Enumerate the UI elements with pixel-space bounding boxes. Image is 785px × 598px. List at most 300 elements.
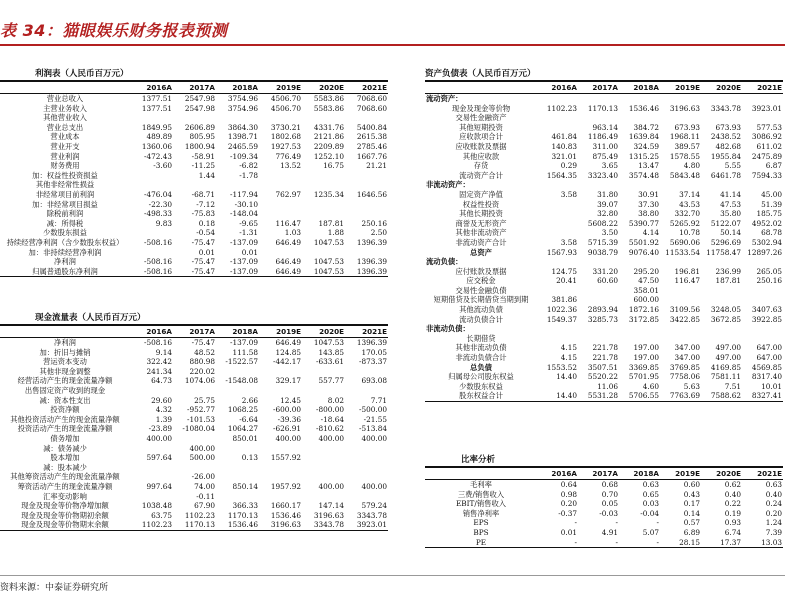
value-cell: -75.47 [173, 267, 216, 277]
value-cell: 0.43 [683, 489, 700, 499]
value-cell: 0.98 [560, 489, 577, 499]
value-cell [302, 386, 345, 396]
year-header: 2018A [216, 325, 259, 338]
table-row [425, 490, 783, 500]
value-cell [130, 248, 173, 258]
value-cell: 7.39 [765, 527, 782, 537]
value-cell: 1377.51 [141, 103, 172, 113]
value-cell: 1549.37 [546, 314, 577, 324]
value-cell [302, 444, 345, 454]
value-cell: 8.02 [327, 395, 344, 405]
value-cell [537, 180, 578, 190]
value-cell: 1955.84 [710, 151, 741, 161]
value-cell [302, 472, 345, 482]
value-cell: 1186.49 [587, 132, 618, 142]
table-row [425, 334, 783, 344]
value-cell: 2893.94 [587, 305, 618, 315]
value-cell: 10.78 [679, 228, 700, 238]
row-label: 减：股本减少 [43, 462, 87, 472]
value-cell: 3196.63 [669, 103, 700, 113]
value-cell: 1396.39 [345, 267, 388, 277]
value-cell: 4952.02 [751, 218, 782, 228]
table-row [425, 372, 783, 382]
value-cell [660, 180, 701, 190]
value-cell: 9076.40 [628, 247, 659, 257]
table-row [0, 123, 388, 133]
value-cell: 673.93 [674, 122, 700, 132]
table-row [0, 405, 388, 415]
value-cell [216, 113, 259, 123]
value-cell: 250.16 [361, 218, 387, 228]
value-cell: 4.91 [601, 527, 618, 537]
value-cell [701, 324, 742, 334]
row-label: 主营业务收入 [43, 103, 87, 113]
value-cell: 5520.22 [587, 372, 618, 382]
value-cell [130, 472, 173, 482]
table-row [425, 480, 783, 490]
table-row [425, 267, 783, 277]
value-cell: 4.32 [155, 405, 172, 415]
value-cell: 1170.13 [227, 510, 258, 520]
value-cell [578, 286, 619, 296]
value-cell [216, 444, 259, 454]
value-cell: 221.78 [592, 353, 618, 363]
row-label: 营业总支出 [46, 122, 84, 132]
value-cell: 3285.73 [587, 314, 618, 324]
row-label: 非流动资产合计 [455, 237, 507, 247]
row-label: 投资活动产生的现金流量净额 [17, 424, 113, 434]
table-row [0, 267, 388, 277]
value-cell: 5701.95 [628, 372, 659, 382]
row-label: 流动负债： [426, 257, 463, 267]
value-cell: 963.14 [592, 122, 618, 132]
value-cell [302, 209, 345, 219]
table-row [425, 499, 783, 509]
value-cell: 7763.69 [660, 391, 701, 401]
value-cell: 35.80 [720, 209, 741, 219]
row-label: 净利润 [54, 257, 76, 267]
value-cell: 0.65 [642, 489, 659, 499]
value-cell: 0.14 [683, 508, 700, 518]
value-cell: 9038.79 [587, 247, 618, 257]
value-cell: 880.98 [189, 357, 215, 367]
value-cell: 461.84 [551, 132, 577, 142]
value-cell: 4506.70 [270, 103, 301, 113]
value-cell: 13.03 [742, 538, 783, 548]
year-header: 2018A [619, 81, 660, 94]
value-cell: 647.00 [756, 353, 782, 363]
value-cell: 347.00 [674, 343, 700, 353]
value-cell: 1802.68 [270, 132, 301, 142]
value-cell [578, 257, 619, 267]
value-cell [537, 113, 578, 123]
value-cell: 850.14 [232, 481, 258, 491]
value-cell [660, 286, 701, 296]
value-cell: 1252.10 [313, 151, 344, 161]
value-cell: 0.70 [601, 489, 618, 499]
table-row [0, 444, 388, 454]
header-label-cell [425, 81, 537, 94]
value-cell: 197.00 [633, 343, 659, 353]
value-cell: 32.80 [597, 209, 618, 219]
table-row [0, 209, 388, 219]
value-cell: 3369.85 [628, 362, 659, 372]
row-label: 归属普通股东净利润 [0, 267, 130, 277]
value-cell [259, 367, 302, 377]
value-cell: 2606.89 [184, 122, 215, 132]
value-cell: 28.15 [660, 538, 701, 548]
row-label: 归属母公司股东权益 [448, 372, 514, 382]
value-cell: 7581.11 [710, 372, 741, 382]
value-cell [537, 382, 578, 392]
table-row [425, 142, 783, 152]
value-cell: - [615, 518, 618, 528]
value-cell [742, 295, 783, 305]
value-cell: 805.95 [189, 132, 215, 142]
year-header: 2020E [302, 325, 345, 338]
value-cell: 2475.89 [751, 151, 782, 161]
value-cell: -6.82 [239, 161, 258, 171]
row-label: 长期借贷 [466, 333, 496, 343]
value-cell [130, 171, 173, 181]
value-cell [660, 94, 701, 104]
value-cell: 0.64 [560, 480, 577, 489]
value-cell: 2547.98 [184, 103, 215, 113]
value-cell: 10.01 [761, 381, 782, 391]
value-cell: 4.15 [560, 343, 577, 353]
value-cell [701, 286, 742, 296]
value-cell [302, 492, 345, 502]
value-cell [619, 113, 660, 123]
value-cell: 1038.48 [141, 501, 172, 511]
ratio-analysis-panel [425, 454, 783, 548]
table-row [0, 152, 388, 162]
row-label: 商誉及无形资产 [455, 218, 507, 228]
table-row [0, 257, 388, 267]
value-cell: -508.16 [144, 257, 172, 267]
value-cell: 17.37 [701, 538, 742, 548]
value-cell: 1567.93 [546, 247, 577, 257]
value-cell [578, 334, 619, 344]
table-row [0, 104, 388, 114]
table-row [425, 209, 783, 219]
value-cell: 497.00 [715, 353, 741, 363]
value-cell [173, 434, 216, 444]
value-cell: 647.00 [756, 343, 782, 353]
value-cell: 3.58 [560, 237, 577, 247]
row-label: 持续经营净利润（含少数股东权益） [6, 237, 124, 247]
value-cell: 1.88 [327, 228, 344, 238]
row-label: 其他非流动资产 [455, 228, 507, 238]
value-cell [701, 334, 742, 344]
value-cell: 116.47 [674, 276, 700, 286]
value-cell: 577.53 [756, 122, 782, 132]
value-cell: -476.04 [144, 189, 172, 199]
header-label-cell [0, 81, 130, 94]
value-cell: 1667.76 [356, 151, 387, 161]
value-cell: 4169.85 [710, 362, 741, 372]
row-label: 除税前利润 [46, 209, 84, 219]
value-cell: 1.44 [198, 170, 215, 180]
value-cell: 0.29 [560, 161, 577, 171]
value-cell: -952.77 [187, 405, 215, 415]
value-cell: 8327.41 [742, 391, 783, 401]
value-cell: 37.30 [638, 199, 659, 209]
value-cell: 13.47 [638, 161, 659, 171]
value-cell: 0.01 [241, 247, 258, 257]
value-cell: 0.60 [683, 480, 700, 489]
value-cell [130, 180, 173, 190]
row-label: 应交税金 [466, 276, 496, 286]
value-cell: 2615.38 [356, 132, 387, 142]
value-cell [259, 209, 302, 219]
value-cell: 124.75 [551, 266, 577, 276]
value-cell [345, 180, 388, 190]
table-row [0, 161, 388, 171]
value-cell: 2.66 [241, 395, 258, 405]
value-cell: 4.14 [642, 228, 659, 238]
row-label: 减：所得税 [46, 218, 84, 228]
value-cell: 1170.13 [587, 103, 618, 113]
value-cell: 6.74 [724, 527, 741, 537]
value-cell [216, 180, 259, 190]
value-cell [345, 200, 388, 210]
value-cell [619, 324, 660, 334]
value-cell: 1360.06 [141, 141, 172, 151]
value-cell: 8317.40 [751, 372, 782, 382]
value-cell: 579.24 [361, 501, 387, 511]
value-cell: 3.58 [560, 189, 577, 199]
value-cell: 400.00 [318, 433, 344, 443]
value-cell: 693.08 [361, 376, 387, 386]
value-cell: 4331.76 [313, 122, 344, 132]
value-cell: 116.47 [275, 218, 301, 228]
value-cell: 170.05 [361, 347, 387, 357]
row-label: 固定资产净值 [459, 189, 503, 199]
value-cell: 0.13 [241, 453, 258, 463]
value-cell: 9.14 [155, 347, 172, 357]
value-cell: -148.04 [230, 209, 258, 219]
value-cell: 3769.85 [669, 362, 700, 372]
year-header: 2016A [130, 81, 173, 94]
value-cell: 3109.56 [669, 305, 700, 315]
table-row [425, 353, 783, 363]
value-cell: 43.53 [679, 199, 700, 209]
value-cell: -508.16 [130, 267, 173, 277]
value-cell: 7068.60 [356, 103, 387, 113]
value-cell: 2438.52 [710, 132, 741, 142]
row-label: 营业利润 [50, 151, 80, 161]
value-cell: 2547.98 [184, 94, 215, 103]
value-cell: 646.49 [275, 338, 301, 347]
value-cell [742, 324, 783, 334]
value-cell: 358.01 [633, 285, 659, 295]
value-cell [259, 113, 302, 123]
value-cell: 6.87 [765, 161, 782, 171]
table-row [0, 482, 388, 492]
value-cell: 5400.84 [356, 122, 387, 132]
value-cell: 1968.11 [669, 132, 700, 142]
value-cell: 265.05 [756, 266, 782, 276]
value-cell [130, 463, 173, 473]
value-cell [345, 113, 388, 123]
value-cell: 0.63 [765, 480, 782, 489]
value-cell: 5706.55 [619, 391, 660, 401]
value-cell [345, 386, 388, 396]
value-cell [216, 386, 259, 396]
page-title: 表 34：猫眼娱乐财务报表预测 [0, 21, 228, 40]
value-cell [259, 248, 302, 258]
year-header: 2020E [302, 81, 345, 94]
value-cell: 1047.53 [313, 338, 344, 347]
value-cell: 1396.39 [356, 237, 387, 247]
value-cell: 21.21 [366, 161, 387, 171]
value-cell: 332.70 [674, 209, 700, 219]
value-cell: 68.78 [761, 228, 782, 238]
value-cell: -75.83 [191, 209, 215, 219]
value-cell: 600.00 [633, 295, 659, 305]
value-cell: 25.75 [194, 395, 215, 405]
value-cell: 5265.92 [669, 218, 700, 228]
value-cell: -873.37 [359, 357, 387, 367]
value-cell: -0.04 [640, 508, 659, 518]
value-cell [173, 463, 216, 473]
value-cell: 1047.53 [313, 237, 344, 247]
table-row [0, 238, 388, 248]
value-cell [216, 367, 259, 377]
value-cell: -75.47 [191, 338, 215, 347]
value-cell: 37.14 [679, 189, 700, 199]
value-cell [619, 257, 660, 267]
value-cell: 4.80 [683, 161, 700, 171]
value-cell: 3754.96 [227, 103, 258, 113]
row-label: 总负债 [470, 362, 492, 372]
value-cell: 5531.28 [578, 391, 619, 401]
value-cell: 673.93 [715, 122, 741, 132]
value-cell: 366.33 [232, 501, 258, 511]
value-cell: 20.41 [556, 276, 577, 286]
table-row [425, 228, 783, 238]
value-cell: 3196.63 [259, 520, 302, 530]
table-row [425, 257, 783, 267]
table-row [0, 200, 388, 210]
value-cell: 4506.70 [270, 94, 301, 103]
value-cell: 5843.48 [669, 170, 700, 180]
value-cell: 1396.39 [356, 257, 387, 267]
row-label: 现金及现金等价物期初余额 [21, 510, 109, 520]
source-divider [0, 575, 785, 576]
value-cell: - [619, 538, 660, 548]
row-label: 出售固定资产收到的现金 [24, 385, 106, 395]
table-row [0, 94, 388, 104]
cashflow-statement-heading: 现金流量表（人民币百万元） [35, 313, 146, 323]
row-label: 少数股东权益 [459, 381, 503, 391]
ratio-analysis-heading: 比率分析 [461, 455, 496, 465]
value-cell: -6.64 [239, 414, 258, 424]
table-row [0, 228, 388, 238]
value-cell: -498.33 [144, 209, 172, 219]
table-row [425, 171, 783, 181]
row-label: 其他长期投资 [459, 209, 503, 219]
table-row [425, 180, 783, 190]
value-cell: 3343.78 [302, 520, 345, 530]
value-cell [742, 286, 783, 296]
value-cell: 1578.55 [669, 151, 700, 161]
value-cell: 400.00 [146, 433, 172, 443]
value-cell [345, 367, 388, 377]
table-row [0, 453, 388, 463]
value-cell: -137.09 [216, 267, 259, 277]
value-cell: 64.73 [151, 376, 172, 386]
value-cell [302, 248, 345, 258]
value-cell: 0.63 [642, 480, 659, 489]
value-cell: 1074.06 [184, 376, 215, 386]
value-cell [259, 472, 302, 482]
table-row [425, 132, 783, 142]
value-cell [537, 286, 578, 296]
value-cell: 0.01 [560, 527, 577, 537]
value-cell [130, 113, 173, 123]
value-cell: 3.65 [601, 161, 618, 171]
value-cell: -58.91 [191, 151, 215, 161]
value-cell: 6.89 [683, 527, 700, 537]
value-cell: 557.77 [318, 376, 344, 386]
value-cell: 2785.46 [356, 141, 387, 151]
value-cell [660, 334, 701, 344]
row-label: 流动负债合计 [459, 314, 503, 324]
value-cell: 3407.63 [751, 305, 782, 315]
value-cell: 776.49 [275, 151, 301, 161]
table-row [425, 528, 783, 538]
table-row [425, 286, 783, 296]
value-cell: 400.00 [361, 481, 387, 491]
value-cell [345, 463, 388, 473]
value-cell: 0.68 [601, 480, 618, 489]
value-cell [660, 295, 701, 305]
table-row [0, 434, 388, 444]
value-cell [259, 180, 302, 190]
table-row [0, 248, 388, 258]
value-cell [578, 94, 619, 104]
value-cell: 7.71 [370, 395, 387, 405]
value-cell: 3574.48 [628, 170, 659, 180]
value-cell: 646.49 [259, 267, 302, 277]
value-cell: 1064.27 [227, 424, 258, 434]
value-cell: 489.89 [146, 132, 172, 142]
value-cell: 147.14 [318, 501, 344, 511]
value-cell: -0.03 [599, 508, 618, 518]
row-label: PE [425, 538, 537, 548]
value-cell: - [656, 518, 659, 528]
balance-sheet-table [425, 80, 783, 402]
table-row [0, 492, 388, 502]
year-header: 2016A [130, 325, 173, 338]
year-header: 2017A [173, 325, 216, 338]
value-cell: 124.85 [275, 347, 301, 357]
value-cell: 347.00 [674, 353, 700, 363]
table-row [425, 295, 783, 305]
value-cell: 295.20 [633, 266, 659, 276]
value-cell [302, 200, 345, 210]
year-header: 2017A [578, 467, 619, 480]
value-cell [345, 444, 388, 454]
table-row [425, 219, 783, 229]
value-cell: 1047.53 [302, 267, 345, 277]
table-row [425, 363, 783, 373]
value-cell: 5122.07 [710, 218, 741, 228]
value-cell [302, 367, 345, 377]
value-cell: 400.00 [361, 433, 387, 443]
